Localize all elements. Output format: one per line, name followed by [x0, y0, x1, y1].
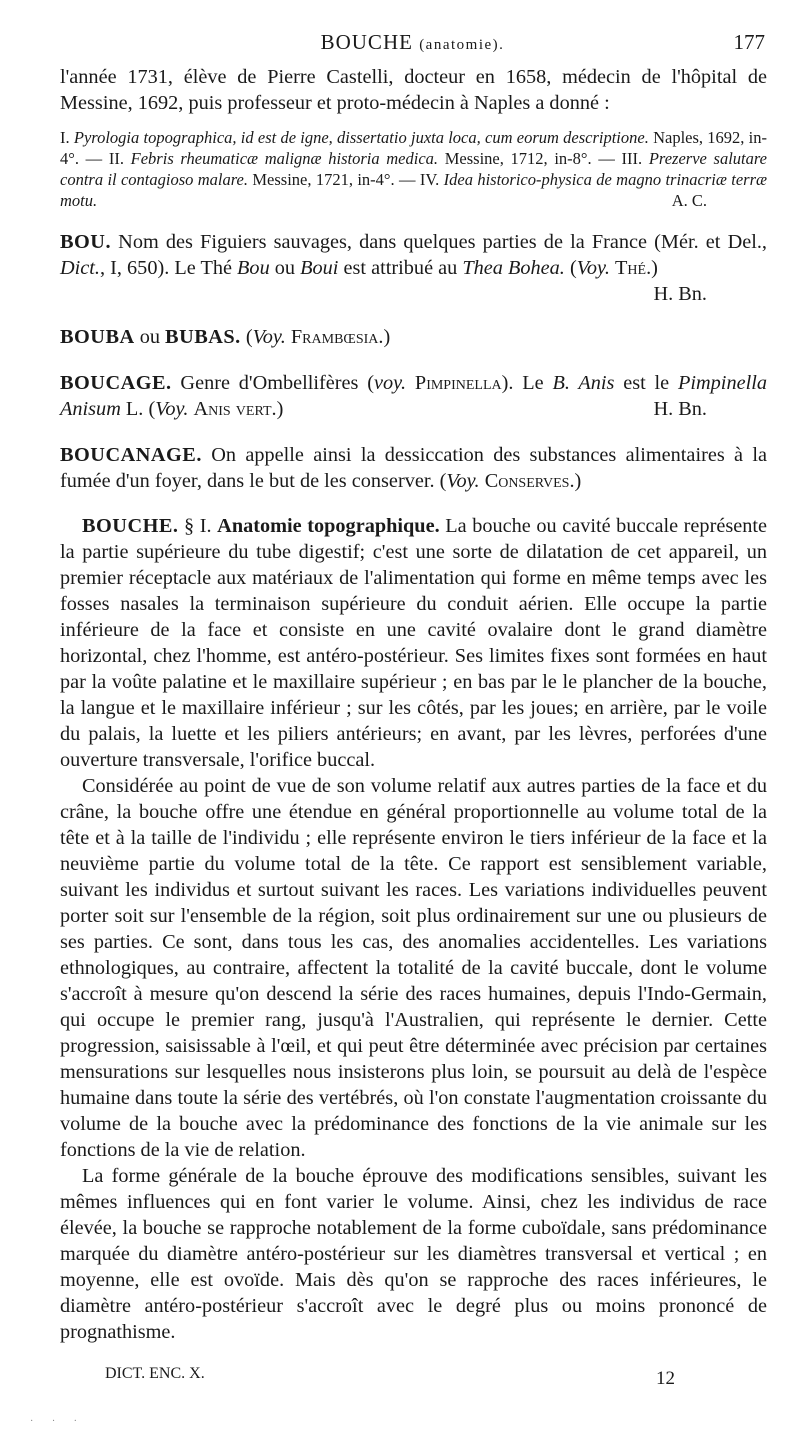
- bouche-paragraph-3: La forme générale de la bouche éprouve des modifications sensibles, suivant les mêmes influences qui en font varier le volume. Ainsi, chez les individus de race élevée, la bouche se rapproche notablement de la forme cuboïdale, sans prédominance marquée du diamètre antéro-postérieur sur les diamètres transversal et vertical ; en moyenne, elle est ovoïde. Mais dès qu'on se rapproche des races inférieures, le diamètre antéro-postérieur s'accroît avec le degré plus ou moins prononcé de prognathisme.: [60, 1165, 767, 1343]
- cross-reference: Pimpinella: [414, 372, 502, 394]
- work-4-number: IV.: [419, 170, 444, 189]
- section-number: § I.: [178, 515, 218, 537]
- author-signature: H. Bn.: [653, 398, 707, 420]
- entry-bouche: [60, 513, 767, 1345]
- entry-text: ). Le: [501, 372, 553, 394]
- signature-mark: DICT. ENC. X.: [105, 1365, 205, 1382]
- cross-reference: Thé.: [615, 257, 652, 279]
- running-title-subject: (anatomie).: [419, 37, 505, 53]
- work-3-title: Prezerve salutare contra il contagioso malare.: [60, 149, 767, 189]
- entry-text: [406, 372, 415, 394]
- work-3-number: III.: [621, 149, 649, 168]
- entry-italic: Boui: [300, 257, 339, 279]
- bouche-paragraph-1: [60, 513, 767, 773]
- cross-reference: Frambœsia.: [290, 326, 384, 348]
- entry-text: (: [240, 326, 253, 348]
- bouche-paragraph-2: Considérée au point de vue de son volume relatif aux autres parties de la face et du crâne, la bouche offre une étendue en général proportionnelle au volume total de la tête et à la taille de l'individu ; elle représente environ le tiers inférieur de la face et la neuvième partie du volume total de la tête. Ce rapport est sensiblement variable, suivant les individus et surtout suivant les races. Les variations individuelles peuvent porter soit sur l'ensemble de la région, soit plus ordinairement sur une ou plusieurs de ses parties. Ce sont, dans tous les cas, des anomalies accidentelles. Les variations ethnologiques, au contraire, affectent la totalité de la cavité buccale, dont le volume s'accroît à mesure qu'on descend la série des races humaines, depuis l'Indo-Germain, qui occupe le premier rang, jusqu'à l'Australien, qui représente le dernier. Cette progression, saisissable à l'œil, et qui peut être déterminée avec précision par certaines mensurations sur lesquelles nous insisterons plus loin, se poursuit au delà de l'espèce humaine dans toute la série des vertébrés, où l'on constate l'augmentation croissante du volume de la bouche avec la prédominance des fonctions de la vie animale sur les fonctions de la vie de relation.: [60, 775, 767, 1161]
- works-list: [60, 127, 767, 211]
- work-2-title: Febris rheumaticæ malignæ historia medica.: [130, 149, 439, 168]
- cross-reference: Conserves.: [484, 470, 575, 492]
- entry-italic: B. Anis: [552, 372, 615, 394]
- cross-reference-voy: Voy.: [252, 326, 286, 348]
- author-signature: A. C.: [671, 191, 707, 210]
- entry-text: ): [276, 398, 284, 420]
- work-2-number: II.: [108, 149, 131, 168]
- entry-text: est le: [614, 372, 678, 394]
- entry-term: BOUCAGE.: [60, 372, 172, 394]
- work-1-title: Pyrologia topographica, id est de igne, dissertatio juxta loca, cum eorum descriptione.: [73, 128, 649, 147]
- gathering-number: 12: [656, 1368, 675, 1389]
- entry-text: (: [564, 257, 577, 279]
- entry-bou: [60, 229, 767, 307]
- running-title: [60, 30, 765, 55]
- running-header: [60, 30, 765, 56]
- entry-term: BOUBA: [60, 326, 135, 348]
- work-1-number: I.: [60, 128, 74, 147]
- entry-boucanage: [60, 442, 767, 494]
- entry-text: ou: [269, 257, 301, 279]
- running-title-word: BOUCHE: [320, 30, 413, 54]
- print-specks: · · ·: [30, 1416, 85, 1427]
- work-2-details: Messine, 1712, in-8°. —: [438, 149, 622, 168]
- work-1-details: Naples, 1692, in-4°. —: [60, 128, 767, 168]
- entry-term: BUBAS.: [165, 326, 241, 348]
- entry-text: , I, 650). Le Thé: [100, 257, 238, 279]
- cross-reference-voy: Voy.: [155, 398, 189, 420]
- entry-text: L. (: [120, 398, 156, 420]
- author-signature: H. Bn.: [653, 283, 707, 305]
- entry-text: est attribué au: [338, 257, 463, 279]
- entry-text: La bouche ou cavité buccale représente la partie supérieure du tube digestif; c'est une sorte de dilatation de cet appareil, un premier réceptacle aux matériaux de l'alimentation qui forme en même temps avec les fosses nasales la terminaison supérieure du conduit aérien. Elle occupe la partie inférieure de la face et consiste en une cavité ovalaire dont le grand diamètre horizontal, chez l'homme, est antéro-postérieur. Ses limites fixes sont formées en haut par la voûte palatine et le maxillaire supérieur ; en bas par le le plancher de la bouche, la langue et le maxillaire inférieur ; sur les côtés, par les joues; en arrière, par le voile du palais, la luette et les piliers antérieurs; en avant, par les lèvres, perforées d'une ouverture transversale, l'orifice buccal.: [60, 515, 767, 771]
- cross-reference-voy: voy.: [374, 372, 407, 394]
- page-number: 177: [733, 30, 765, 54]
- cross-reference-voy: Voy.: [446, 470, 480, 492]
- entry-italic: Bou: [237, 257, 270, 279]
- entry-text: Genre d'Ombellifères (: [171, 372, 374, 394]
- entry-text: ): [574, 470, 582, 492]
- entry-text: Nom des Figuiers sauvages, dans quelques parties de la France (Mér. et Del.,: [111, 231, 767, 253]
- entry-italic: Pimpinella Anisum: [60, 372, 767, 420]
- page-footer: [105, 1365, 675, 1389]
- cross-reference: Anis vert.: [193, 398, 277, 420]
- entry-text: ou: [134, 326, 166, 348]
- work-4-title: Idea historico-physica de magno trinacriæ terræ motu.: [60, 170, 767, 210]
- entry-term: BOUCHE.: [82, 515, 179, 537]
- entry-italic: Thea Bohea.: [462, 257, 565, 279]
- entry-boucage: [60, 370, 767, 422]
- entry-term: BOUCANAGE.: [60, 444, 202, 466]
- intro-paragraph: l'année 1731, élève de Pierre Castelli, docteur en 1658, médecin de l'hôpital de Messine, 1692, puis professeur et proto-médecin à Naples a donné :: [60, 66, 767, 114]
- cross-reference-voy: Voy.: [576, 257, 610, 279]
- entry-text: ): [383, 326, 391, 348]
- entry-text: On appelle ainsi la dessiccation des substances alimentaires à la fumée d'un foyer, dans le but de les conserver. (: [60, 444, 767, 492]
- work-3-details: Messine, 1721, in-4°. —: [248, 170, 420, 189]
- entry-bouba: [60, 324, 767, 350]
- entry-text: ): [651, 257, 658, 279]
- section-title: Anatomie topographique.: [217, 515, 440, 537]
- entry-italic: Dict.: [60, 257, 100, 279]
- entry-term: BOU.: [60, 231, 112, 253]
